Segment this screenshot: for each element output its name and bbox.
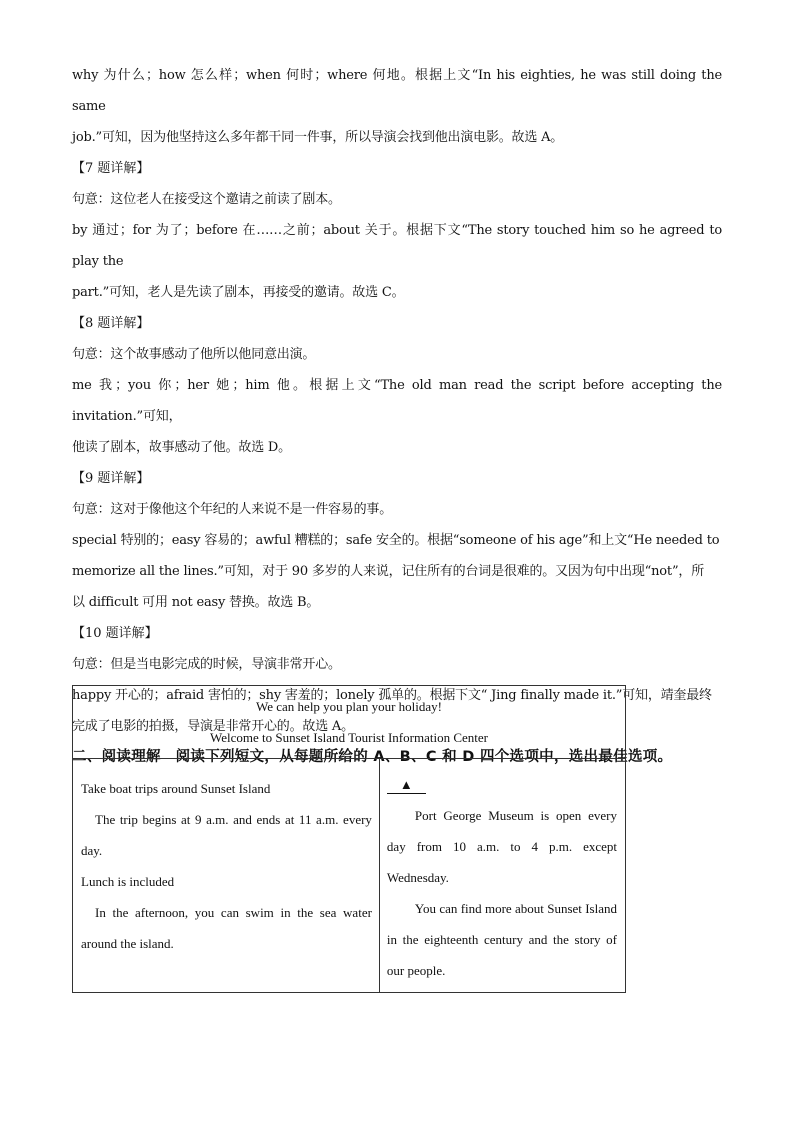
explanation-line: 句意：这位老人在接受这个邀请之前读了剧本。 [72, 192, 341, 207]
question-8-heading: 【8 题详解】 [72, 316, 150, 331]
notice-header [73, 686, 626, 759]
notice-header-line-2: Welcome to Sunset Island Tourist Information Center [210, 730, 488, 745]
answer-explanations [72, 60, 722, 772]
explanation-line: me 我；you 你；her 她；him 他。根据上文“The old man read the script before accepting the invitation.”可知， [72, 378, 722, 424]
question-9-heading: 【9 题详解】 [72, 471, 150, 486]
explanation-line: job.”可知，因为他坚持这么多年都干同一件事，所以导演会找到他出演电影。故选 A。 [72, 130, 564, 145]
question-7-heading: 【7 题详解】 [72, 161, 150, 176]
explanation-line: 句意：这对于像他这个年纪的人来说不是一件容易的事。 [72, 502, 393, 517]
explanation-line: part.”可知，老人是先读了剧本，再接受的邀请。故选 C。 [72, 285, 405, 300]
explanation-line: 完成了电影的拍摄，导演是非常开心的。故选 A。 [72, 719, 354, 734]
explanation-line: special 特别的；easy 容易的；awful 糟糕的；safe 安全的。根据“someone of his age”和上文“He needed to [72, 533, 720, 548]
question-10-heading: 【10 题详解】 [72, 626, 158, 641]
museum-history: You can find more about Sunset Island in the eighteenth century and the story of our people. [386, 901, 617, 978]
museum-cell [379, 759, 625, 993]
explanation-line: memorize all the lines.”可知，对于 90 多岁的人来说，记住所有的台词是很难的。又因为句中出现“not”，所 [72, 564, 704, 579]
boat-trips-title: Take boat trips around Sunset Island [81, 781, 271, 796]
boat-trips-afternoon: In the afternoon, you can swim in the sea water around the island. [81, 905, 372, 951]
blank-marker: ▲ [399, 777, 413, 792]
museum-hours: Port George Museum is open every day from 10 a.m. to 4 p.m. except Wednesday. [386, 808, 617, 885]
explanation-line: 句意：这个故事感动了他所以他同意出演。 [72, 347, 316, 362]
boat-trips-cell [73, 759, 380, 993]
section-title: 二、阅读理解 阅读下列短文，从每题所给的 A、B、C 和 D 四个选项中，选出最佳选项。 [72, 749, 673, 765]
explanation-line: why 为什么；how 怎么样；when 何时；where 何地。根据上文“In his eighties, he was still doing the same [72, 68, 722, 114]
explanation-line: 他读了剧本，故事感动了他。故选 D。 [72, 440, 291, 455]
notice-header-line-1: We can help you plan your holiday! [256, 699, 442, 714]
explanation-line: happy 开心的；afraid 害怕的；shy 害羞的；lonely 孤单的。根据下文“ Jing finally made it.”可知，靖奎最终 [72, 688, 712, 703]
boat-trips-schedule: The trip begins at 9 a.m. and ends at 11 a.m. every day. [81, 812, 372, 858]
tourist-notice-table [72, 685, 626, 993]
explanation-line: by 通过；for 为了；before 在……之前；about 关于。根据下文“The story touched him so he agreed to play the [72, 223, 722, 269]
explanation-line: 以 difficult 可用 not easy 替换。故选 B。 [72, 595, 320, 610]
museum-title-blank [387, 769, 617, 800]
boat-trips-lunch: Lunch is included [81, 874, 175, 889]
explanation-line: 句意：但是当电影完成的时候，导演非常开心。 [72, 657, 341, 672]
